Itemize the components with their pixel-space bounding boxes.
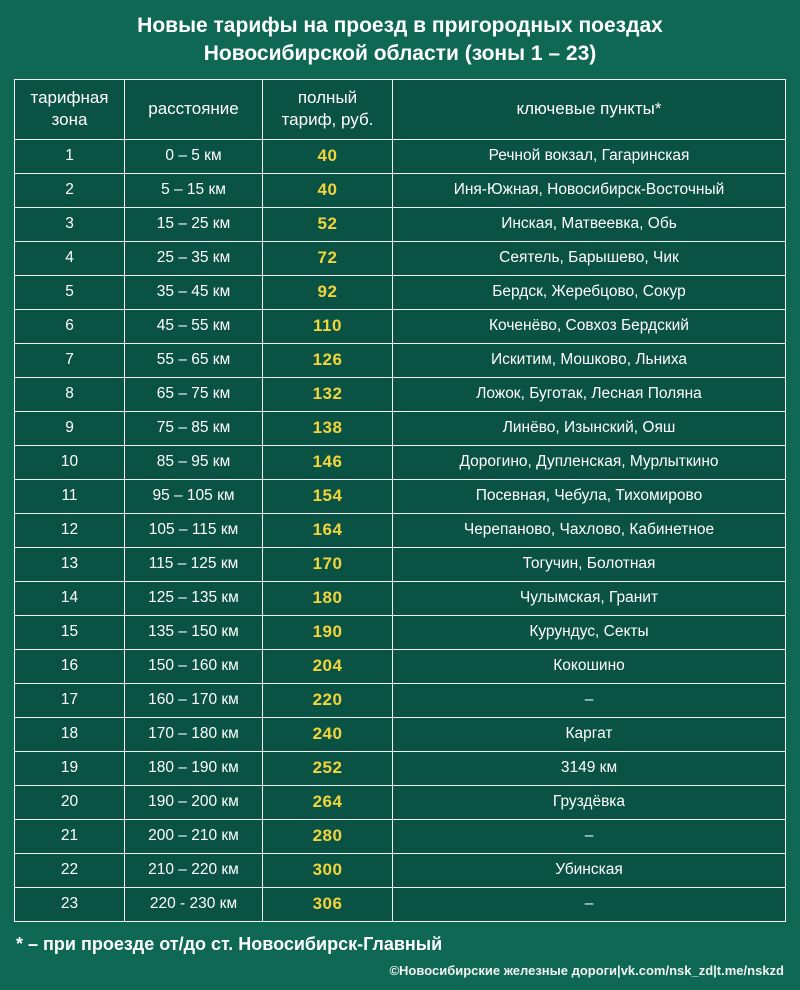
fare-cell: 52 xyxy=(263,207,393,241)
table-row xyxy=(15,853,786,887)
fare-cell: 280 xyxy=(263,819,393,853)
zone-cell: 8 xyxy=(15,377,125,411)
points-cell: Бердск, Жеребцово, Сокур xyxy=(393,275,786,309)
table-row xyxy=(15,309,786,343)
points-cell: Ложок, Буготак, Лесная Поляна xyxy=(393,377,786,411)
points-cell: Иня-Южная, Новосибирск-Восточный xyxy=(393,173,786,207)
credit: ©Новосибирские железные дороги|vk.com/nsk_zd|t.me/nskzd xyxy=(389,963,784,978)
fare-cell: 40 xyxy=(263,139,393,173)
points-cell: Линёво, Изынский, Ояш xyxy=(393,411,786,445)
table-row xyxy=(15,887,786,921)
fare-cell: 132 xyxy=(263,377,393,411)
points-cell: Посевная, Чебула, Тихомирово xyxy=(393,479,786,513)
table-row xyxy=(15,581,786,615)
points-cell: – xyxy=(393,819,786,853)
table-row xyxy=(15,241,786,275)
points-cell: Каргат xyxy=(393,717,786,751)
points-cell: – xyxy=(393,887,786,921)
table-row xyxy=(15,343,786,377)
zone-cell: 23 xyxy=(15,887,125,921)
table-row xyxy=(15,717,786,751)
zone-cell: 6 xyxy=(15,309,125,343)
fare-cell: 164 xyxy=(263,513,393,547)
footnote: * – при проезде от/до ст. Новосибирск-Главный xyxy=(16,933,443,954)
points-cell: Тогучин, Болотная xyxy=(393,547,786,581)
zone-cell: 14 xyxy=(15,581,125,615)
table-row xyxy=(15,513,786,547)
table-row xyxy=(15,377,786,411)
points-cell: Сеятель, Барышево, Чик xyxy=(393,241,786,275)
distance-cell: 25 – 35 км xyxy=(125,241,263,275)
distance-cell: 180 – 190 км xyxy=(125,751,263,785)
points-cell: Убинская xyxy=(393,853,786,887)
table-row xyxy=(15,173,786,207)
fare-cell: 190 xyxy=(263,615,393,649)
zone-cell: 12 xyxy=(15,513,125,547)
distance-cell: 200 – 210 км xyxy=(125,819,263,853)
zone-cell: 20 xyxy=(15,785,125,819)
distance-cell: 35 – 45 км xyxy=(125,275,263,309)
column-header-zone: тарифная зона xyxy=(15,79,125,139)
table-row xyxy=(15,615,786,649)
distance-cell: 105 – 115 км xyxy=(125,513,263,547)
points-cell: Черепаново, Чахлово, Кабинетное xyxy=(393,513,786,547)
points-cell: Коченёво, Совхоз Бердский xyxy=(393,309,786,343)
points-cell: Искитим, Мошково, Льниха xyxy=(393,343,786,377)
distance-cell: 220 - 230 км xyxy=(125,887,263,921)
table-row xyxy=(15,445,786,479)
points-cell: 3149 км xyxy=(393,751,786,785)
table-row xyxy=(15,683,786,717)
zone-cell: 18 xyxy=(15,717,125,751)
zone-cell: 13 xyxy=(15,547,125,581)
distance-cell: 75 – 85 км xyxy=(125,411,263,445)
table-row xyxy=(15,207,786,241)
fare-cell: 240 xyxy=(263,717,393,751)
zone-cell: 21 xyxy=(15,819,125,853)
fare-cell: 40 xyxy=(263,173,393,207)
zone-cell: 19 xyxy=(15,751,125,785)
fare-cell: 92 xyxy=(263,275,393,309)
zone-cell: 3 xyxy=(15,207,125,241)
zone-cell: 22 xyxy=(15,853,125,887)
zone-cell: 1 xyxy=(15,139,125,173)
fare-cell: 306 xyxy=(263,887,393,921)
distance-cell: 210 – 220 км xyxy=(125,853,263,887)
points-cell: Груздёвка xyxy=(393,785,786,819)
distance-cell: 190 – 200 км xyxy=(125,785,263,819)
zone-cell: 2 xyxy=(15,173,125,207)
distance-cell: 135 – 150 км xyxy=(125,615,263,649)
fare-cell: 264 xyxy=(263,785,393,819)
distance-cell: 0 – 5 км xyxy=(125,139,263,173)
zone-cell: 7 xyxy=(15,343,125,377)
zone-cell: 17 xyxy=(15,683,125,717)
header-row xyxy=(15,79,786,139)
points-cell: Дорогино, Дупленская, Мурлыткино xyxy=(393,445,786,479)
table-row xyxy=(15,785,786,819)
points-cell: Инская, Матвеевка, Обь xyxy=(393,207,786,241)
distance-cell: 160 – 170 км xyxy=(125,683,263,717)
fare-cell: 180 xyxy=(263,581,393,615)
distance-cell: 15 – 25 км xyxy=(125,207,263,241)
fare-cell: 72 xyxy=(263,241,393,275)
points-cell: Курундус, Секты xyxy=(393,615,786,649)
table-row xyxy=(15,411,786,445)
column-header-distance: расстояние xyxy=(125,79,263,139)
fare-cell: 220 xyxy=(263,683,393,717)
table-row xyxy=(15,275,786,309)
table-row xyxy=(15,139,786,173)
table-row xyxy=(15,819,786,853)
table-body xyxy=(15,139,786,921)
fare-cell: 138 xyxy=(263,411,393,445)
zone-cell: 11 xyxy=(15,479,125,513)
fare-cell: 146 xyxy=(263,445,393,479)
zone-cell: 9 xyxy=(15,411,125,445)
distance-cell: 55 – 65 км xyxy=(125,343,263,377)
distance-cell: 115 – 125 км xyxy=(125,547,263,581)
points-cell: Кокошино xyxy=(393,649,786,683)
fare-cell: 110 xyxy=(263,309,393,343)
table-row xyxy=(15,751,786,785)
zone-cell: 15 xyxy=(15,615,125,649)
distance-cell: 170 – 180 км xyxy=(125,717,263,751)
zone-cell: 10 xyxy=(15,445,125,479)
zone-cell: 4 xyxy=(15,241,125,275)
distance-cell: 45 – 55 км xyxy=(125,309,263,343)
table-row xyxy=(15,649,786,683)
distance-cell: 150 – 160 км xyxy=(125,649,263,683)
fare-cell: 170 xyxy=(263,547,393,581)
column-header-points: ключевые пункты* xyxy=(393,79,786,139)
zone-cell: 5 xyxy=(15,275,125,309)
distance-cell: 5 – 15 км xyxy=(125,173,263,207)
fare-cell: 252 xyxy=(263,751,393,785)
tariff-table xyxy=(14,79,786,922)
table-header xyxy=(15,79,786,139)
points-cell: Чулымская, Гранит xyxy=(393,581,786,615)
column-header-fare: полный тариф, руб. xyxy=(263,79,393,139)
zone-cell: 16 xyxy=(15,649,125,683)
distance-cell: 65 – 75 км xyxy=(125,377,263,411)
fare-cell: 300 xyxy=(263,853,393,887)
table-row xyxy=(15,479,786,513)
points-cell: Речной вокзал, Гагаринская xyxy=(393,139,786,173)
distance-cell: 95 – 105 км xyxy=(125,479,263,513)
fare-cell: 126 xyxy=(263,343,393,377)
fare-cell: 154 xyxy=(263,479,393,513)
table-row xyxy=(15,547,786,581)
points-cell: – xyxy=(393,683,786,717)
page-title: Новые тарифы на проезд в пригородных поездах Новосибирской области (зоны 1 – 23) xyxy=(137,14,663,66)
distance-cell: 125 – 135 км xyxy=(125,581,263,615)
fare-cell: 204 xyxy=(263,649,393,683)
distance-cell: 85 – 95 км xyxy=(125,445,263,479)
